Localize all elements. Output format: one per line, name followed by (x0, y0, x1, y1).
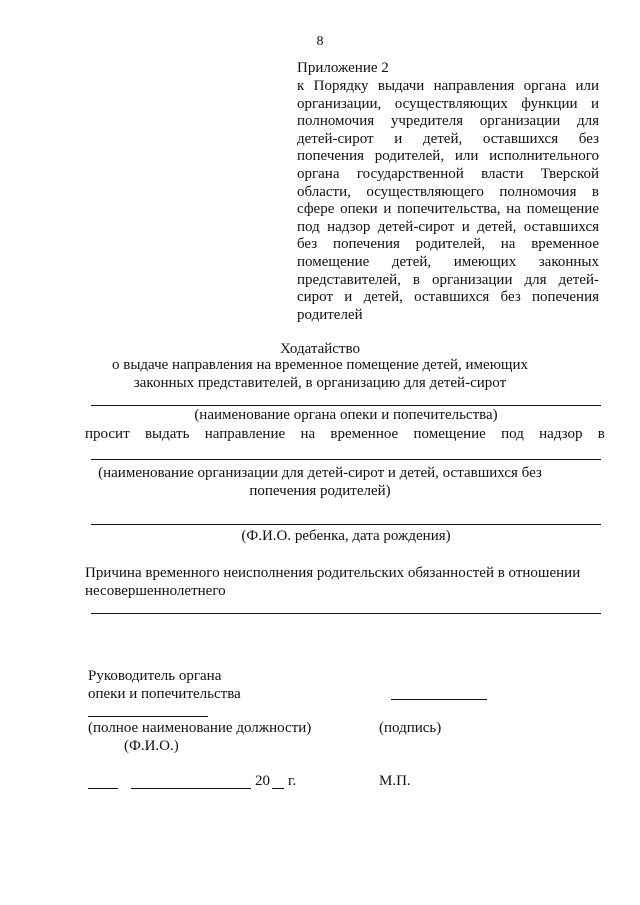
position-line[interactable] (88, 716, 208, 717)
request-word: временное (330, 426, 399, 442)
petition-subtitle: о выдаче направления на временное помещение детей, имеющих законных представителей, в организацию для детей-сирот (112, 357, 528, 391)
reason-line[interactable] (91, 613, 601, 614)
reason-text: Причина временного неисполнения родительских обязанностей в отношении несовершеннолетнего (85, 565, 581, 599)
request-word: надзор (539, 426, 583, 442)
position-caption: (полное наименование должности) (88, 720, 312, 736)
request-word: выдать (144, 426, 190, 442)
stamp-placeholder: М.П. (379, 773, 411, 789)
appendix-text: к Порядку выдачи направления органа или организации, осуществляющих функции и полномочия учредителя организации для детей-сирот и детей, оставшихся без попечения родителей, или исполнительного органа государственной власти Тверской области, осуществляющего полномочия в сфере опеки и попечительства, на помещение под надзор детей-сирот и детей, оставшихся без попечения родителей, на временное помещение детей, имеющих законных представителей, в организации для детей-сирот и детей, оставшихся без попечения родителей (297, 78, 599, 323)
date-day-line[interactable] (88, 788, 118, 789)
name-caption: (Ф.И.О.) (124, 738, 179, 754)
request-word: в (597, 426, 605, 442)
signature-caption: (подпись) (379, 720, 442, 736)
organization-caption: (наименование организации для детей-сирот и детей, оставшихся без попечения родителей) (98, 465, 542, 499)
head-title-line2: опеки и попечительства (88, 686, 241, 702)
child-name-line[interactable] (91, 524, 601, 525)
date-year-prefix: 20 (255, 773, 270, 789)
request-line (85, 426, 605, 443)
head-title-line1: Руководитель органа (88, 668, 222, 684)
signature-line[interactable] (391, 699, 487, 700)
request-word: направление (204, 426, 286, 442)
page-number: 8 (316, 34, 324, 49)
request-word: на (300, 426, 316, 442)
guardianship-caption: (наименование органа опеки и попечительства) (194, 407, 498, 423)
request-word: под (501, 426, 524, 442)
petition-title: Ходатайство (280, 341, 360, 357)
date-month-line[interactable] (131, 788, 251, 789)
organization-name-line[interactable] (91, 459, 601, 460)
child-caption: (Ф.И.О. ребенка, дата рождения) (241, 528, 451, 544)
appendix-title: Приложение 2 (297, 60, 389, 76)
guardianship-name-line[interactable] (91, 405, 601, 406)
request-word: просит (85, 426, 130, 442)
date-year-suffix: г. (288, 773, 297, 789)
date-year-line[interactable] (272, 788, 284, 789)
request-word: помещение (413, 426, 486, 442)
